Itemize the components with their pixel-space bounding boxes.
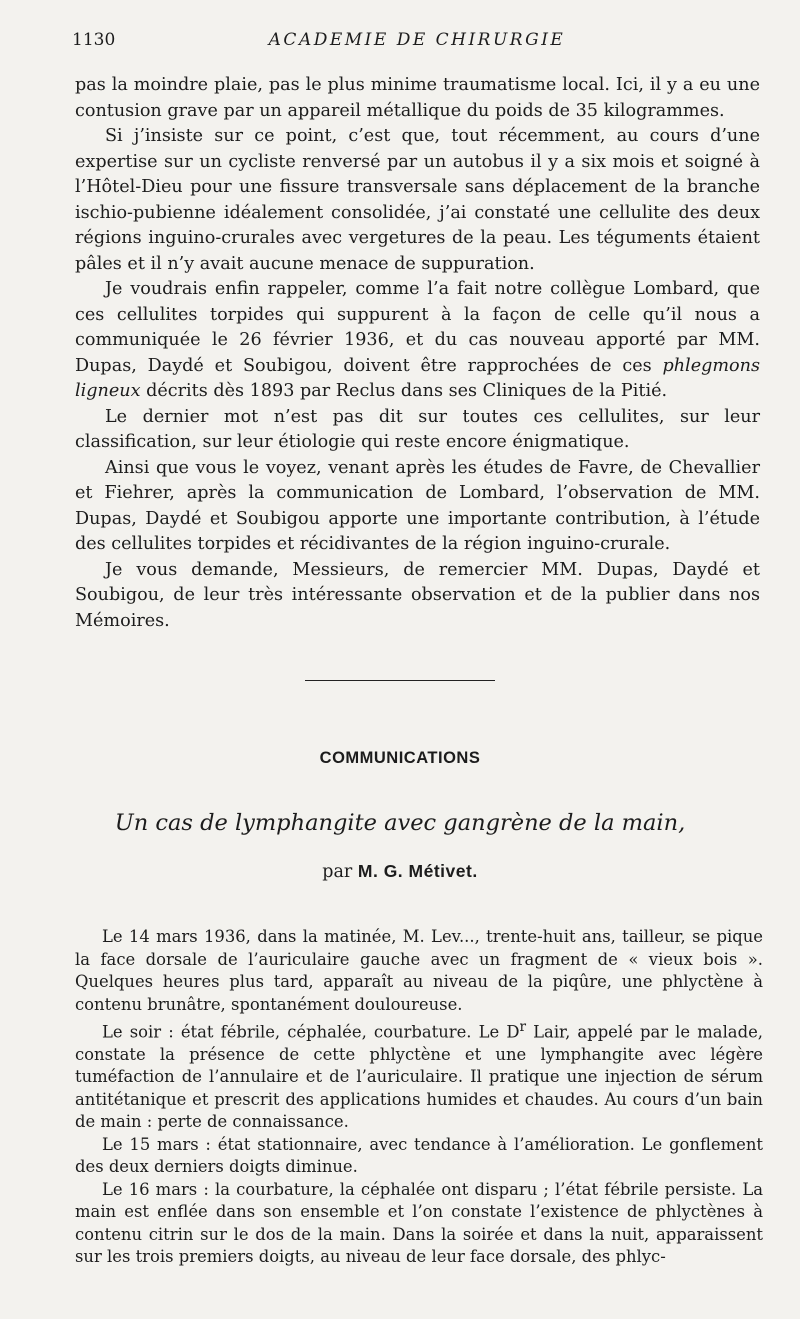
paragraph-text: décrits dès 1893 par Reclus dans ses Cliniques de la Pitié. [140,381,668,401]
paragraph: Le 15 mars : état stationnaire, avec tendance à l’amélioration. Le gonflement des deux derniers doigts diminue. [75,1134,763,1177]
paragraph: Le dernier mot n’est pas dit sur toutes ces cellulites, sur leur classification, sur leur étiologie qui reste encore énigmatique. [75,406,760,452]
article-title: Un cas de lymphangite avec gangrène de la main, [114,810,686,836]
author-prefix: par [322,862,353,882]
section-divider [305,680,495,681]
paragraph: Le 16 mars : la courbature, la céphalée ont disparu ; l’état fébrile persiste. La main est enflée dans son ensemble et l’on constate l’existence de phlyctènes à contenu citrin sur le dos de la main. Dans la soirée et dans la nuit, apparaissent sur les trois premiers doigts, au niveau de leur face dorsale, des phlyc- [75,1179,763,1267]
paragraph: Le 14 mars 1936, dans la matinée, M. Lev..., trente-huit ans, tailleur, se pique la face dorsale de l’auriculaire gauche avec un fragment de « vieux bois ». Quelques heures plus tard, apparaît au niveau de la piqûre, une phlyctène à contenu brunâtre, spontanément douloureuse. [75,927,763,1014]
emphasis-term: phlegmons ligneux [75,355,760,401]
discussion-text [75,73,760,634]
paragraph-text: Le soir : état fébrile, céphalée, courbature. Le D [102,1022,520,1042]
author-name: M. G. Métivet. [357,861,478,881]
paragraph-text: Lair, appelé par le malade, constate la présence de cette phlyctène et une lymphangite avec légère tuméfaction de l’annulaire et de l’auriculaire. Il pratique une injection de sérum antitétanique et prescrit des applications humides et chaudes. Au cours d’un bain de main : perte de connaissance. [75,1022,763,1132]
page-number: 1130 [72,30,116,50]
paragraph: pas la moindre plaie, pas le plus minime traumatisme local. Ici, il y a eu une contusion grave par un appareil métallique du poids de 35 kilogrammes. [75,75,760,121]
page-header [72,30,762,56]
running-title: ACADEMIE DE CHIRURGIE [268,30,566,50]
section-title: COMMUNICATIONS [319,749,481,767]
paragraph-text: Je voudrais enfin rappeler, comme l’a fait notre collègue Lombard, que ces cellulites torpides qui suppurent à la façon de celle qu’il nous a communiquée le 26 février 1936, et du cas nouveau apporté par MM. Dupas, Daydé et Soubigou, doivent être rapprochées de ces [75,279,760,376]
paragraph [75,1016,763,1134]
paragraph: Ainsi que vous le voyez, venant après les études de Favre, de Chevallier et Fiehrer, après la communication de Lombard, l’observation de MM. Dupas, Daydé et Soubigou apporte une importante contribution, à l’étude des cellulites torpides et récidivantes de la région inguino-crurale. [75,457,760,554]
article-text [75,926,763,1269]
author-line [0,861,800,882]
superscript: r [519,1019,527,1035]
paragraph [75,277,760,405]
paragraph: Je vous demande, Messieurs, de remercier MM. Dupas, Daydé et Soubigou, de leur très intéressante observation et de la publier dans nos Mémoires. [75,559,760,631]
paragraph: Si j’insiste sur ce point, c’est que, tout récemment, au cours d’une expertise sur un cycliste renversé par un autobus il y a six mois et soigné à l’Hôtel-Dieu pour une fissure transversale sans déplacement de la branche ischio-pubienne idéalement consolidée, j’ai constaté une cellulite des deux régions inguino-crurales avec vergetures de la peau. Les téguments étaient pâles et il n’y avait aucune menace de suppuration. [75,126,760,274]
